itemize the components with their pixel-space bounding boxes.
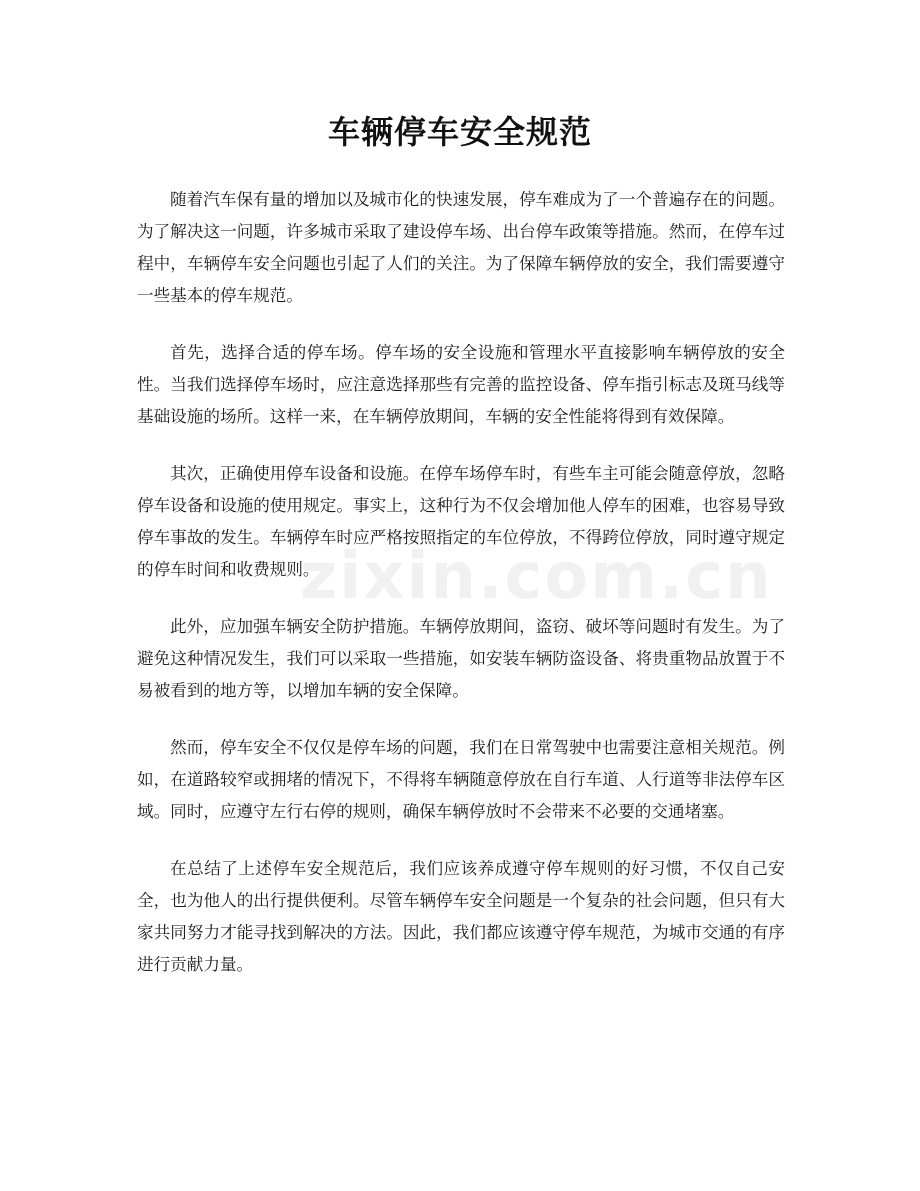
paragraph-intro: 随着汽车保有量的增加以及城市化的快速发展，停车难成为了一个普遍存在的问题。为了解决这一问题，许多城市采取了建设停车场、出台停车政策等措施。然而，在停车过程中，车辆停车安全问题也引起了人们的关注。为了保障车辆停放的安全，我们需要遵守一些基本的停车规范。 xyxy=(137,190,785,305)
document-title: 车辆停车安全规范 xyxy=(327,113,592,151)
paragraph-choose-parking-lot: 首先，选择合适的停车场。停车场的安全设施和管理水平直接影响车辆停放的安全性。当我们选择停车场时，应注意选择那些有完善的监控设备、停车指引标志及斑马线等基础设施的场所。这样一来，在车辆停放期间，车辆的安全性能将得到有效保障。 xyxy=(137,343,785,426)
paragraph-conclusion: 在总结了上述停车安全规范后，我们应该养成遵守停车规则的好习惯，不仅自己安全，也为他人的出行提供便利。尽管车辆停车安全问题是一个复杂的社会问题，但只有大家共同努力才能寻找到解决的方法。因此，我们都应该遵守停车规范，为城市交通的有序进行贡献力量。 xyxy=(137,859,785,974)
paragraph-security-measures: 此外，应加强车辆安全防护措施。车辆停放期间，盗窃、破坏等问题时有发生。为了避免这种情况发生，我们可以采取一些措施，如安装车辆防盗设备、将贵重物品放置于不易被看到的地方等，以增加车辆的安全保障。 xyxy=(137,617,785,700)
paragraph-daily-driving: 然而，停车安全不仅仅是停车场的问题，我们在日常驾驶中也需要注意相关规范。例如，在道路较窄或拥堵的情况下，不得将车辆随意停放在自行车道、人行道等非法停车区域。同时，应遵守左行右停的规则，确保车辆停放时不会带来不必要的交通堵塞。 xyxy=(137,738,785,821)
paragraph-use-facilities: 其次，正确使用停车设备和设施。在停车场停车时，有些车主可能会随意停放，忽略停车设备和设施的使用规定。事实上，这种行为不仅会增加他人停车的困难，也容易导致停车事故的发生。车辆停车时应严格按照指定的车位停放，不得跨位停放，同时遵守规定的停车时间和收费规则。 xyxy=(137,464,785,579)
document-body xyxy=(137,184,785,1006)
watermark: zixin.com.cn xyxy=(300,540,773,614)
